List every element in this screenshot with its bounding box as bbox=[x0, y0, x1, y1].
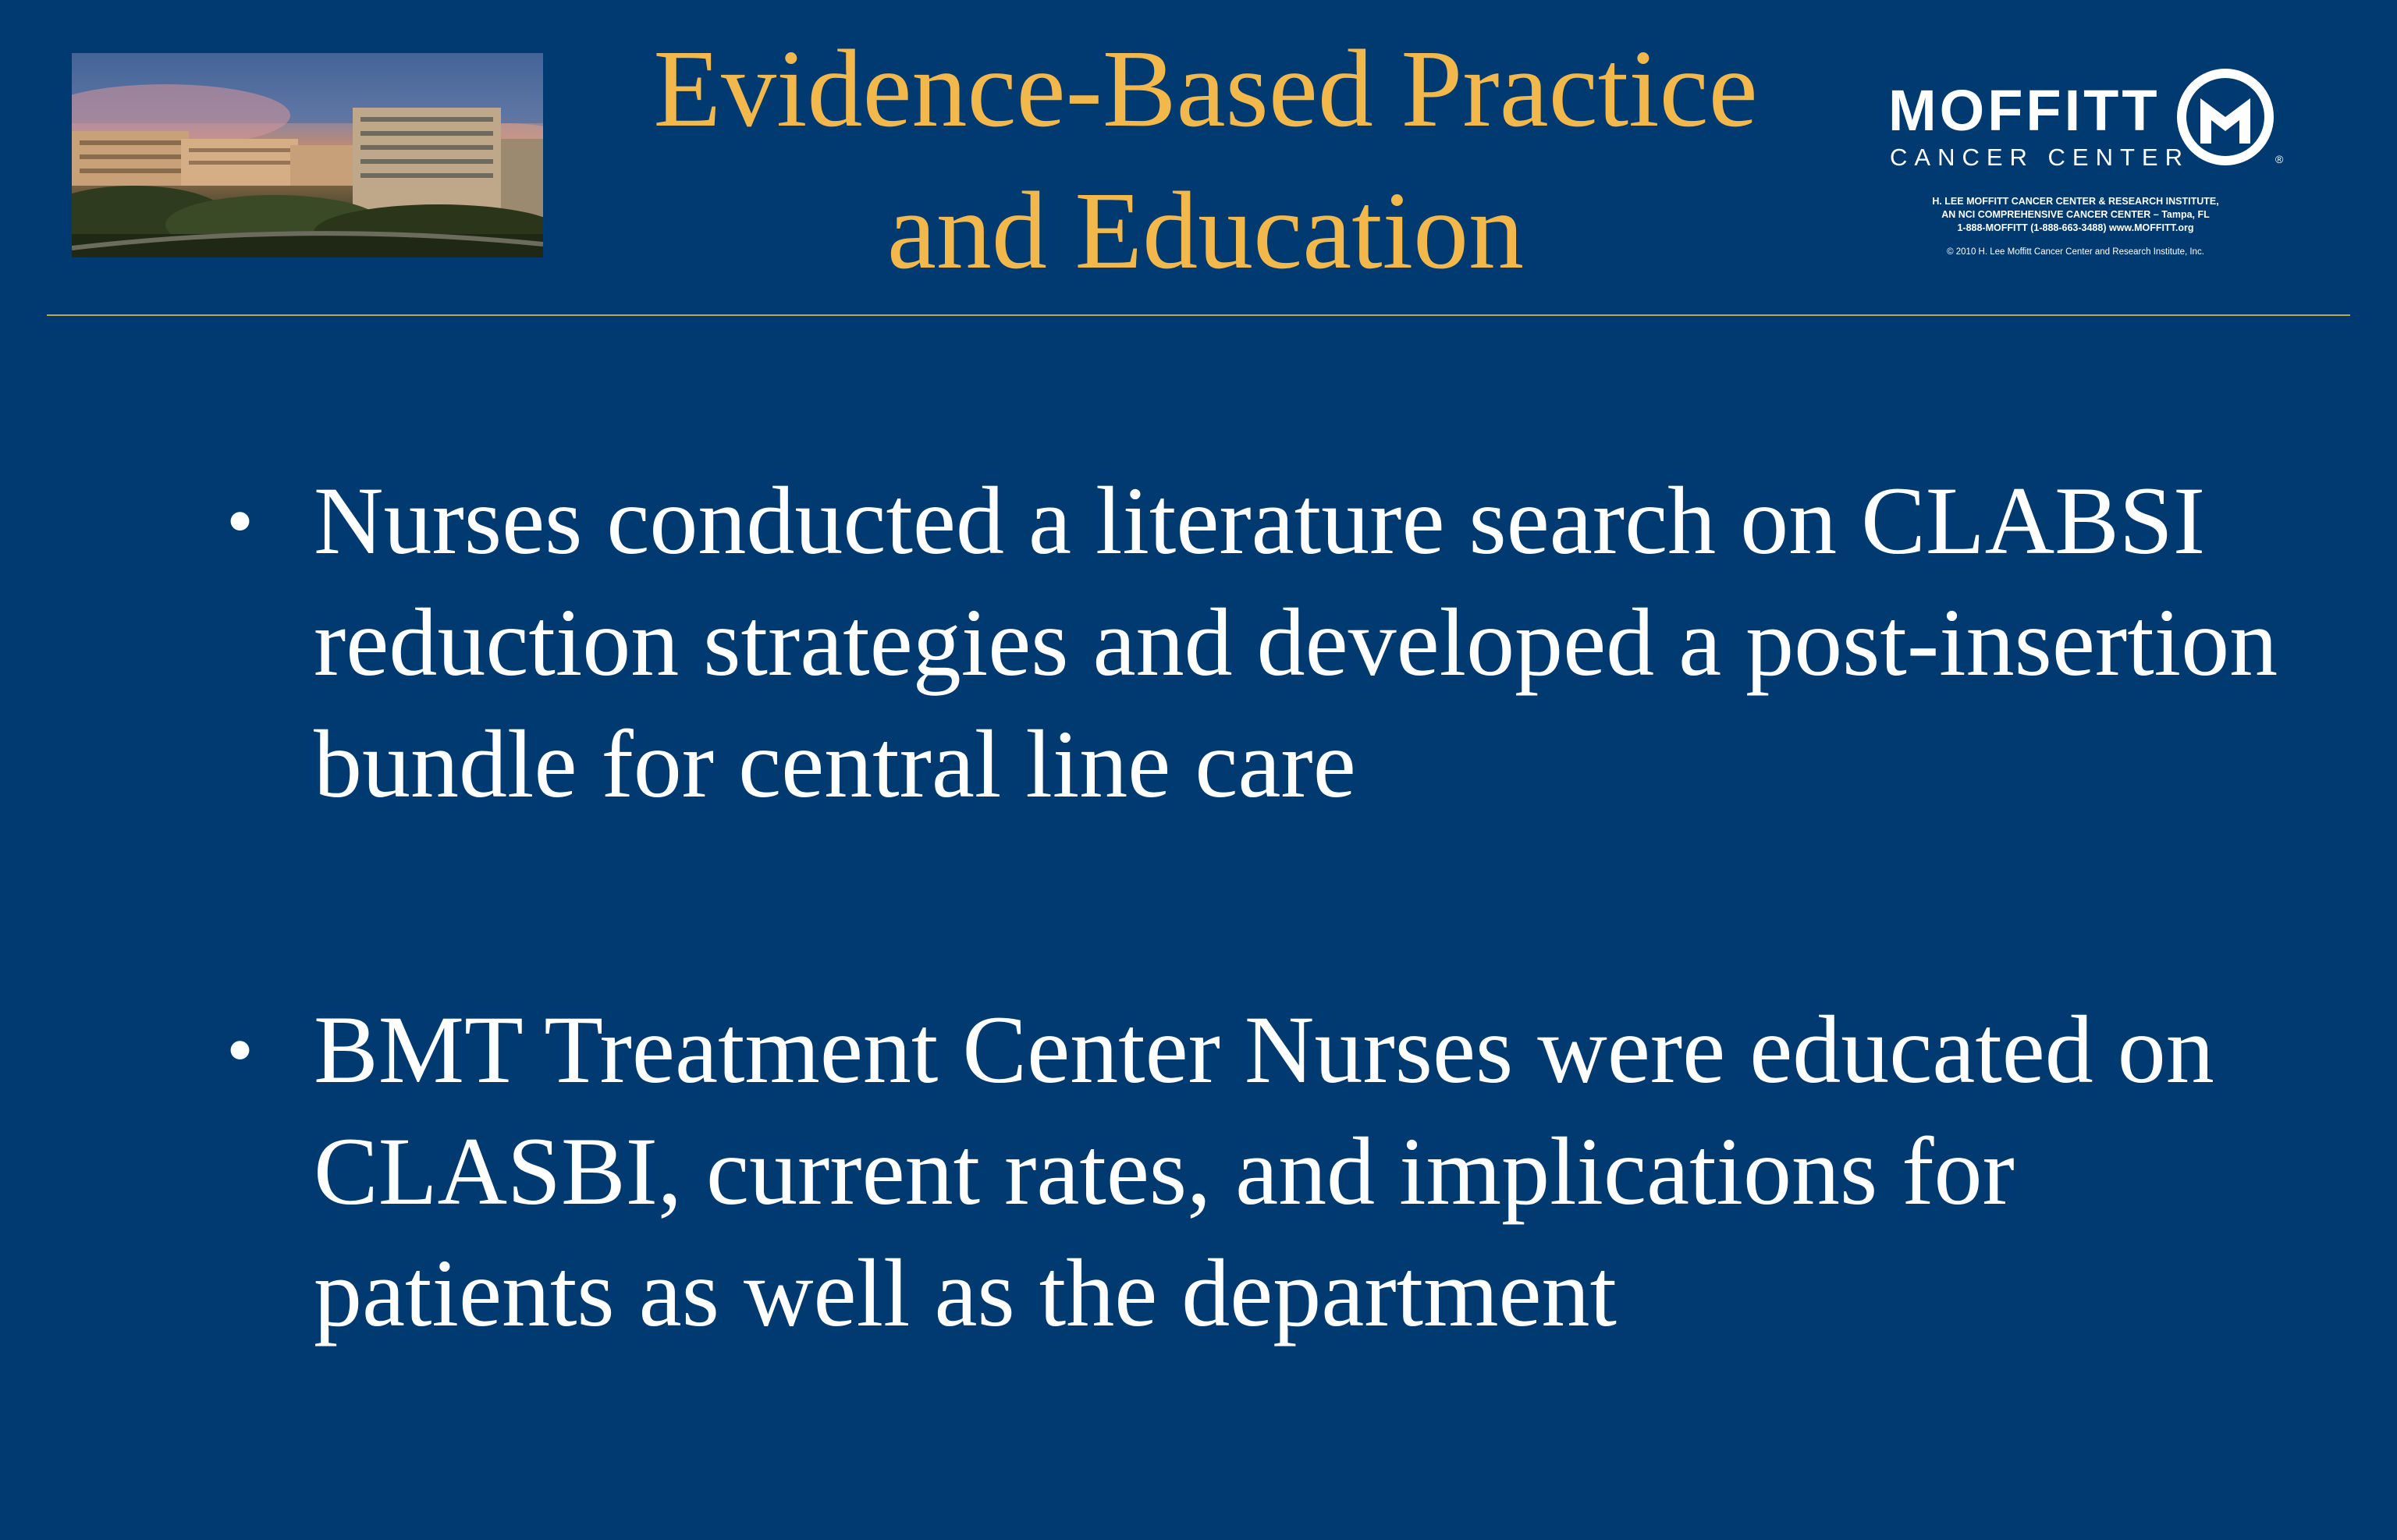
moffitt-logo bbox=[1880, 62, 2286, 265]
bullet-item bbox=[226, 989, 2286, 1354]
fine-print-line: H. LEE MOFFITT CANCER CENTER & RESEARCH INSTITUTE, bbox=[1932, 196, 2219, 207]
hospital-campus-photo bbox=[72, 53, 543, 257]
logo-fine-print bbox=[1904, 195, 2247, 235]
bullet-marker: • bbox=[226, 477, 254, 564]
registered-mark: ® bbox=[2275, 153, 2284, 165]
bullet-marker: • bbox=[226, 1006, 254, 1093]
copyright-notice: © 2010 H. Lee Moffitt Cancer Center and Research Institute, Inc. bbox=[1947, 247, 2204, 257]
slide-title bbox=[546, 17, 1865, 301]
logo-wordmark: MOFFITT bbox=[1888, 78, 2161, 143]
bullet-text: BMT Treatment Center Nurses were educated on CLASBI, current rates, and implications for patients as well as the department bbox=[314, 996, 2214, 1347]
slide-title-line-1: Evidence-Based Practice bbox=[653, 27, 1758, 150]
slide-title-line-2: and Education bbox=[886, 169, 1525, 292]
logo-subtitle: CANCER CENTER bbox=[1890, 144, 2189, 171]
fine-print-line: 1-888-MOFFITT (1-888-663-3488) www.MOFFITT.org bbox=[1957, 222, 2194, 233]
bullet-list bbox=[226, 460, 2286, 1354]
moffitt-m-logo-icon bbox=[2177, 69, 2286, 170]
fine-print-line: AN NCI COMPREHENSIVE CANCER CENTER – Tampa, FL bbox=[1941, 209, 2210, 220]
bullet-text: Nurses conducted a literature search on CLABSI reduction strategies and developed a post-insertion bundle for central line care bbox=[314, 467, 2278, 818]
header-divider bbox=[47, 314, 2350, 316]
bullet-item bbox=[226, 460, 2286, 825]
